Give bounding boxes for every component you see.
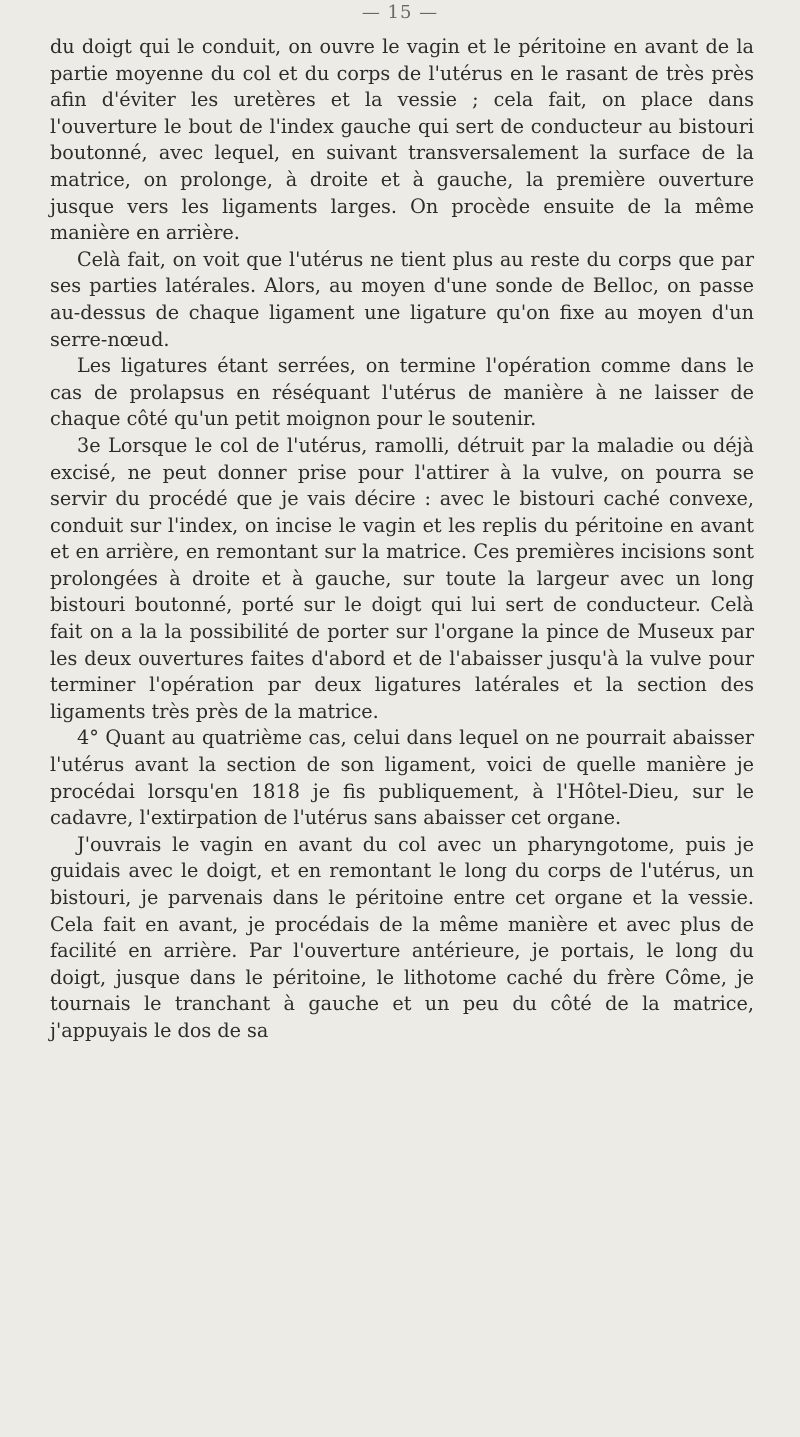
- paragraph-3: Les ligatures étant serrées, on termine l'opération comme dans le cas de prolapsus en réséquant l'utérus de manière à ne laisser de chaque côté qu'un petit moignon pour le soutenir.: [50, 354, 754, 431]
- text-body: [50, 34, 754, 1045]
- paragraph-4: 3e Lorsque le col de l'utérus, ramolli, détruit par la maladie ou déjà excisé, ne peut donner prise pour l'attirer à la vulve, on pourra se servir du procédé que je vais décire : avec le bistouri caché convexe, conduit sur l'index, on incise le vagin et les replis du péritoine en avant et en arrière, en remontant sur la matrice. Ces premières incisions sont prolongées à droite et à gauche, sur toute la largeur avec un long bistouri boutonné, porté sur le doigt qui lui sert de conducteur. Celà fait on a la la possibilité de porter sur l'organe la pince de Museux par les deux ouvertures faites d'abord et de l'abaisser jusqu'à la vulve pour terminer l'opération par deux ligatures latérales et la section des ligaments très près de la matrice.: [50, 433, 754, 723]
- paragraph-6: J'ouvrais le vagin en avant du col avec un pharyngotome, puis je guidais avec le doigt, et en remontant le long du corps de l'utérus, un bistouri, je parvenais dans le péritoine entre cet organe et la vessie. Cela fait en avant, je procédais de la même manière et avec plus de facilité en arrière. Par l'ouverture antérieure, je portais, le long du doigt, jusque dans le péritoine, le lithotome caché du frère Côme, je tournais le tranchant à gauche et un peu du côté de la matrice, j'appuyais le dos de sa: [50, 832, 754, 1042]
- paragraph-2: Celà fait, on voit que l'utérus ne tient plus au reste du corps que par ses parties latérales. Alors, au moyen d'une sonde de Belloc, on passe au-dessus de chaque ligament une ligature qu'on fixe au moyen d'un serre-nœud.: [50, 247, 754, 351]
- paragraph-5: 4° Quant au quatrième cas, celui dans lequel on ne pourrait abaisser l'utérus avant la section de son ligament, voici de quelle manière je procédai lorsqu'en 1818 je fis publiquement, à l'Hôtel-Dieu, sur le cadavre, l'extirpation de l'utérus sans abaisser cet organe.: [50, 726, 754, 830]
- page-number: — 15 —: [361, 2, 439, 23]
- paragraph-1: du doigt qui le conduit, on ouvre le vagin et le péritoine en avant de la partie moyenne du col et du corps de l'utérus en le rasant de très près afin d'éviter les uretères et la vessie ; cela fait, on place dans l'ouverture le bout de l'index gauche qui sert de conducteur au bistouri boutonné, avec lequel, en suivant transversalement la surface de la matrice, on prolonge, à droite et à gauche, la première ouverture jusque vers les ligaments larges. On procède ensuite de la même manière en arrière.: [50, 35, 754, 245]
